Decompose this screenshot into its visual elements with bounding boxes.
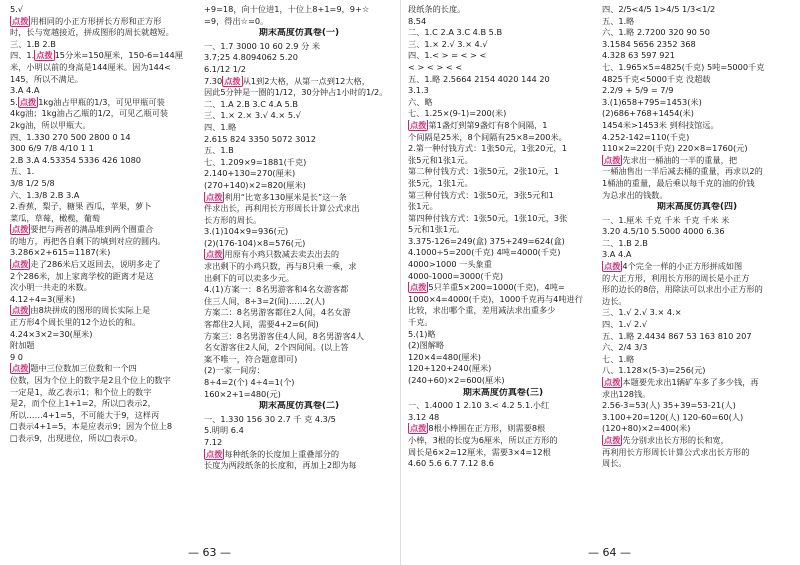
answer-line: 3.7;25 4.8094062 5.20 bbox=[204, 52, 298, 63]
answer-line: 第三种付钱方式：1张50元，3张5元和1 bbox=[408, 189, 554, 200]
answer-line: (270+140)×2=820(厘米) bbox=[204, 179, 306, 190]
answer-line: 4.252-142=110(千克) bbox=[602, 131, 690, 142]
section-heading: 期末高度仿真卷(二) bbox=[258, 401, 340, 412]
answer-line: 点拨 走了286米后又返回去，说明多走了 bbox=[12, 259, 161, 270]
answer-line: 是2，而个位上1+1=2，所以□表示2， bbox=[10, 398, 156, 409]
answer-line: 4825千克<5000千克 没超载 bbox=[602, 73, 711, 84]
answer-line: 的地方，再把各自剩下的填到对应的圆内。 bbox=[10, 235, 166, 246]
answer-line: 一桶油售出一半后减去桶的重量，再求以2的 bbox=[602, 166, 763, 177]
answer-line: 3.A 4.A bbox=[10, 85, 40, 96]
answer-line: 五、1.略 2.5664 2154 4020 144 20 bbox=[408, 73, 550, 84]
answer-line: 四、1.< > = < > < bbox=[408, 50, 487, 61]
answer-line: 客都住2人间，需要4+2=6(间) bbox=[204, 319, 319, 330]
answer-line: 9 0 bbox=[10, 351, 24, 362]
answer-line: 七、1.209×9=1881(千克) bbox=[204, 156, 307, 167]
answer-line: 方案二：8名男游客都住2人间，4名女游 bbox=[204, 307, 351, 318]
answer-line: 3.12 48 bbox=[408, 411, 440, 422]
answer-line: 四、1.略 bbox=[204, 121, 237, 132]
answer-line: 八、1.128×(5-3)=256(元) bbox=[602, 365, 706, 376]
answer-line: 3.1.3 bbox=[408, 85, 429, 96]
answer-line: 点拨 5只羊重5×200=1000(千克)，4吨= bbox=[410, 282, 565, 293]
answer-line: 1454米>1453米 到科技馆远。 bbox=[602, 119, 719, 130]
answer-line: 3.375-126=249(盒) 375+249=624(盒) bbox=[408, 235, 565, 246]
tip-badge: 点拨 bbox=[410, 282, 427, 293]
answer-line: 2.56-3=53(人) 35+39=53-21(人) bbox=[602, 400, 736, 411]
section-heading: 期末高度仿真卷(三) bbox=[462, 387, 544, 398]
section-heading: 期末高度仿真卷(一) bbox=[258, 28, 340, 39]
answer-line: 五、1.略 bbox=[602, 15, 635, 26]
answer-line: 3.1584 5656 2352 368 bbox=[602, 38, 696, 49]
answer-line: +9=18，向十位进1，十位上8+1=9，9+☆ bbox=[204, 4, 370, 14]
answer-column-1 bbox=[10, 4, 200, 544]
answer-line: 4.(1)方案一：8名男游客和4名女游客都 bbox=[204, 284, 349, 295]
answer-line: 次小明一共走的米数。 bbox=[10, 282, 92, 293]
answer-line: 第四种付钱方式：1张50元，1张10元，3张 bbox=[408, 212, 568, 223]
section-heading: 期末高度仿真卷(四) bbox=[656, 202, 738, 213]
answer-line: 三、1.√ 2.√ 3.× 4.× bbox=[602, 307, 682, 318]
answer-line: 一定是1，故乙表示1；和个位上的数字 bbox=[10, 386, 152, 397]
answer-line: 菜瓜，草莓，橄榄，葡萄 bbox=[10, 212, 101, 223]
answer-column-3 bbox=[408, 4, 598, 544]
answer-line: 小棒，3根的长度为6厘米，所以正方形的 bbox=[408, 434, 558, 445]
tip-badge: 点拨 bbox=[12, 259, 29, 270]
answer-line: 5.√ bbox=[10, 4, 24, 14]
answer-line: 张5元，1张1元。 bbox=[408, 177, 473, 188]
answer-line: 张5元和1张1元。 bbox=[408, 154, 473, 165]
answer-line: 点拨 利用“比宽多130厘米是长”这一条 bbox=[206, 191, 347, 202]
page-number-right: — 64 — bbox=[588, 546, 631, 559]
answer-line: 110×2=220(千克) 220×8=1760(元) bbox=[602, 143, 748, 154]
answer-line: 4kg油；1kg油占乙瓶的1/2，可见乙瓶可装 bbox=[10, 108, 169, 119]
answer-line: 三、1.× 2.√ 3.× 4.√ bbox=[408, 38, 488, 49]
tip-badge: 点拨 bbox=[36, 50, 53, 61]
answer-line: 点拨 先分别求出长方形的长和宽， bbox=[604, 434, 729, 445]
answer-line: 点拨 用相同的小正方形拼长方形和正方形 bbox=[12, 15, 162, 26]
answer-line: 四、1.√ 2.√ bbox=[602, 319, 648, 330]
answer-line: 3/8 1/2 5/8 bbox=[10, 177, 55, 188]
answer-line: 120+120+240(厘米) bbox=[408, 363, 492, 374]
answer-line: 3.286×2+615=1187(米) bbox=[10, 247, 111, 258]
tip-badge: 点拨 bbox=[224, 75, 241, 86]
answer-line: 周长。 bbox=[602, 458, 627, 469]
answer-line: 一、1.4000 1 2.10 3.< 4.2 5.1.小红 bbox=[408, 400, 550, 411]
answer-line: 点拨 用原有小鸡只数减去卖去出去的 bbox=[206, 249, 340, 260]
answer-line: 米，小明以前的身高是144厘米。因为144< bbox=[10, 61, 171, 72]
answer-line: 案不唯一，符合题意即可) bbox=[204, 353, 298, 364]
answer-line: 7.12 bbox=[204, 436, 223, 447]
tip-badge: 点拨 bbox=[604, 154, 621, 165]
answer-line: 一、1.厘米 千克 千米 千克 千米 米 bbox=[602, 214, 730, 225]
answer-line: 4.12÷4=3(厘米) bbox=[10, 293, 76, 304]
answer-line: 位数，因为个位上的数字是2且个位上的数字 bbox=[10, 375, 171, 385]
answer-line: 七、1.25×(9-1)=200(米) bbox=[408, 108, 507, 119]
answer-line: 5. 点拨 1kg油占甲瓶的1/3，可见甲瓶可装 bbox=[10, 96, 165, 107]
answer-line: 求出128钱。 bbox=[602, 388, 651, 399]
answer-line: 1000×4=4000(千克)，1000千克再与4吨进行 bbox=[408, 293, 583, 304]
answer-line: =9，得出☆=0。 bbox=[204, 15, 269, 26]
answer-line: 为总求出的钱数。 bbox=[602, 189, 668, 200]
answer-line: (120+80)×2=400(米) bbox=[602, 423, 691, 434]
answer-line: 5.明明 6.4 bbox=[204, 425, 244, 436]
answer-line: 六、1.3/8 2.B 3.A bbox=[10, 189, 80, 200]
answer-line: 五、1.略 2.4434 867 53 163 810 207 bbox=[602, 330, 752, 341]
answer-line: 7.30 点拨 从1到2大格，从第一点到12大格， bbox=[204, 75, 370, 86]
answer-line: 2.615 824 3350 5072 3012 bbox=[204, 133, 316, 144]
answer-line: 300 6/9 7/8 4/10 1 1 bbox=[10, 143, 94, 154]
answer-line: 出剩下的可以卖多少元。 bbox=[204, 272, 295, 283]
answer-line: 4.1000÷5=200(千克) 4吨=4000(千克) bbox=[408, 247, 561, 258]
answer-line: 3.(1)658+795=1453(米) bbox=[602, 96, 702, 107]
answer-line: 所以……4+1=5，不可能大于9，这样丙 bbox=[10, 409, 160, 420]
answer-line: 四、1.330 270 500 2800 0 14 bbox=[10, 131, 131, 142]
answer-line: 点拨 先求出一桶油的一半的重量，把 bbox=[604, 154, 738, 165]
answer-line: 点拨 要把与两者的满品堆到两个圈重合 bbox=[12, 224, 154, 235]
answer-line: < > < > < < bbox=[408, 61, 463, 72]
answer-line: 附加题 bbox=[10, 340, 35, 351]
answer-line: 的大正方形，利用长方形的周长是小正方 bbox=[602, 272, 750, 283]
answer-line: 因此5分钟是一圈的1/12，30分钟占1小时的1/2。 bbox=[204, 87, 388, 98]
answer-line: 比较，求出哪个重，差用减法求出重多少 bbox=[408, 305, 556, 316]
answer-line: 4.60 5.6 6.7 7.12 8.6 bbox=[408, 458, 494, 469]
answer-line: 一、1.330 156 30 2.7 千 克 4.3/5 bbox=[204, 413, 336, 424]
answer-line: 5.(1)略 bbox=[408, 328, 436, 339]
answer-line: 长方形的周长。 bbox=[204, 214, 262, 225]
answer-column-2 bbox=[204, 4, 394, 544]
answer-line: 二、1.C 2.A 3.C 4.B 5.B bbox=[408, 27, 503, 38]
answer-line: 4.328 63 597 921 bbox=[602, 50, 675, 61]
answer-line: 七、1.略 bbox=[602, 353, 635, 364]
answer-line: 5元和1张1元。 bbox=[408, 224, 465, 235]
answer-line: 2.140+130=270(厘米) bbox=[204, 168, 296, 179]
tip-badge: 点拨 bbox=[206, 249, 223, 260]
answer-line: 2个286米，加上家离学校的距离才是这 bbox=[10, 270, 154, 281]
answer-line: 点拨 由8块拼成的图形的周长实际上是 bbox=[12, 305, 151, 316]
tip-badge: 点拨 bbox=[604, 261, 621, 272]
answer-line: 2.2/9 + 5/9 = 7/9 bbox=[602, 85, 674, 96]
tip-badge: 点拨 bbox=[604, 377, 621, 387]
tip-badge: 点拨 bbox=[12, 363, 29, 374]
answer-line: (2)(176-104)×8=576(元) bbox=[204, 237, 306, 248]
answer-line: 个间隔是25米，8个间隔有25×8=200米。 bbox=[408, 131, 567, 142]
answer-line: 3.A 4.A bbox=[602, 249, 632, 260]
answer-line: 三、1.× 2.× 3.√ 4.× 5.√ bbox=[204, 110, 301, 121]
answer-line: 3.20 4.5/10 5.5000 4000 6.36 bbox=[602, 226, 725, 237]
tip-badge: 点拨 bbox=[410, 423, 427, 434]
answer-line: 五、1. bbox=[10, 166, 35, 177]
answer-line: 点拨 本题要先求出1辆矿车多了多少钱，再 bbox=[604, 377, 759, 387]
answer-line: 点拨 每种纸条的长度加上重叠部分的 bbox=[206, 448, 340, 459]
answer-line: 3.100+20=120(人) 120-60=60(人) bbox=[602, 411, 744, 422]
answer-line: 二、1.A 2.B 3.C 4.A 5.B bbox=[204, 98, 298, 109]
answer-line: 千克。 bbox=[408, 317, 433, 328]
tip-badge: 点拨 bbox=[410, 119, 427, 130]
answer-line: 四、1. 点拨 15分米=150厘米，150-6=144厘 bbox=[10, 50, 183, 61]
answer-line: □表示4+1=5，本是应表示9；因为个位上8 bbox=[10, 421, 173, 432]
answer-line: 8.54 bbox=[408, 15, 427, 26]
answer-line: 名女游客住2人间，2个四间间。(以上答 bbox=[204, 342, 349, 353]
tip-badge: 点拨 bbox=[604, 434, 621, 445]
answer-line: 六、2/4 3/3 bbox=[602, 342, 648, 353]
answer-line: 边长。 bbox=[602, 295, 627, 306]
answer-column-4 bbox=[602, 4, 792, 544]
answer-line: 点拨 8根小棒围在正方形，则需要8根 bbox=[410, 423, 546, 434]
answer-line: 点拨 第1盏灯到第9盏灯有8个间隔，1 bbox=[410, 119, 548, 130]
answer-line: 145，所以不满足。 bbox=[10, 73, 83, 84]
tip-badge: 点拨 bbox=[206, 448, 223, 459]
tip-badge: 点拨 bbox=[12, 305, 29, 316]
answer-line: 周长是6×2=12厘米，需要3×4=12根 bbox=[408, 446, 551, 457]
answer-line: 正方形4个周长里的12个边长的和。 bbox=[10, 317, 141, 328]
answer-line: 五、1.B bbox=[204, 145, 234, 156]
answer-line: 2kg油，所以甲瓶大。 bbox=[10, 119, 91, 130]
answer-line: 件求出长，再利用长方形周长计算公式求出 bbox=[204, 203, 360, 214]
answer-line: 七、1.965×5=4825(千克) 5吨=5000千克 bbox=[602, 61, 765, 72]
answer-line: 2.香蕉，梨子，糖果 西瓜，苹果，萝卜 bbox=[10, 201, 152, 212]
answer-line: 4.24×3×2=30(厘米) bbox=[10, 328, 93, 339]
answer-line: (240+60)×2=600(厘米) bbox=[408, 375, 505, 385]
answer-line: 4000-1000=3000(千克) bbox=[408, 270, 504, 281]
tip-badge: 点拨 bbox=[12, 224, 29, 235]
answer-line: 长度为两段纸条的长度和，再加上2即为每 bbox=[204, 460, 357, 471]
answer-line: 点拨 4个完全一样的小正方形拼成如图 bbox=[604, 261, 743, 272]
answer-line: 求出剩下的小鸡只数，再与8只乘一乘，求 bbox=[204, 261, 357, 272]
answer-line: 住三人间，8÷3=2(间)……2(人) bbox=[204, 295, 326, 306]
tip-badge: 点拨 bbox=[19, 96, 37, 107]
answer-line: 张1元。 bbox=[408, 201, 438, 212]
answer-line: □表示9，出现进位，所以□表示0。 bbox=[10, 432, 143, 443]
answer-line: (2)图解略 bbox=[408, 340, 445, 351]
answer-line: 二、1.B 2.B bbox=[602, 237, 648, 248]
answer-line: 四、2/5<4/5 1>4/5 1/3<1/2 bbox=[602, 4, 716, 14]
answer-line: 6.1/12 1/2 bbox=[204, 63, 246, 74]
answer-line: 六、1.略 2.7200 320 90 50 bbox=[602, 27, 710, 38]
answer-line: 方案三：8名男游客住4人间，8名男游客4人 bbox=[204, 330, 365, 341]
answer-line: 再利用长方形周长计算公式求出长方形的 bbox=[602, 446, 750, 457]
answer-line: 160×2+1=480(元) bbox=[204, 388, 281, 399]
tip-badge: 点拨 bbox=[206, 191, 223, 202]
answer-line: 2.B 3.A 4.53354 5336 426 1080 bbox=[10, 154, 142, 165]
answer-line: 第二种付钱方式：1张50元，2张10元，1 bbox=[408, 166, 560, 177]
answer-line: 4000>1000 一头象重 bbox=[408, 259, 492, 270]
answer-line: 120×4=480(厘米) bbox=[408, 351, 481, 362]
answer-line: (2)686+768+1454(米) bbox=[602, 108, 694, 119]
answer-line: 一、1.7 3000 10 60 2.9 分 米 bbox=[204, 40, 321, 51]
answer-line: 1桶油的重量，最后乘以每千克的油的价钱 bbox=[602, 177, 755, 188]
page-divider bbox=[400, 0, 401, 565]
answer-line: 形的边长的8倍，用除法可以求出小正方形的 bbox=[602, 284, 763, 295]
answer-line: 点拨 题中三位数加三位数和一个四 bbox=[12, 363, 137, 374]
answer-line: 8÷4=2(个) 4÷4=1(个) bbox=[204, 377, 295, 387]
answer-line: 时，长与宽越接近，拼成图形的周长就越短。 bbox=[10, 27, 174, 38]
answer-line: 三、1.B 2.B bbox=[10, 38, 56, 49]
tip-badge: 点拨 bbox=[12, 15, 29, 26]
answer-line: 3.(1)104×9=936(元) bbox=[204, 226, 289, 237]
answer-line: 2.第一种付钱方式：1张50元，1张20元，1 bbox=[408, 143, 567, 154]
answer-line: 六、略 bbox=[408, 96, 433, 107]
page-number-left: — 63 — bbox=[188, 546, 231, 559]
answer-line: 段纸条的长度。 bbox=[408, 4, 466, 14]
answer-line: (2)一家一间房： bbox=[204, 365, 265, 376]
